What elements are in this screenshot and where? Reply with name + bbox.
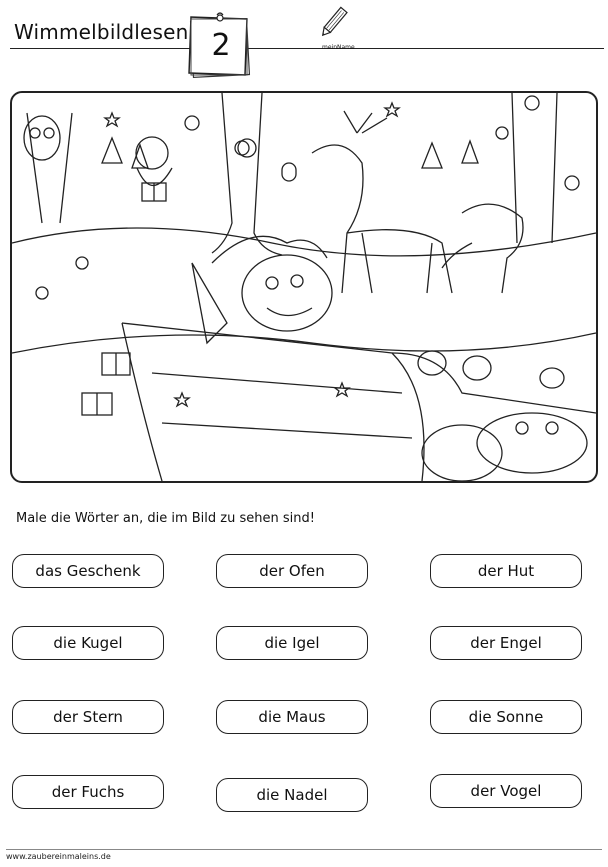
worksheet-title: Wimmelbildlesen [14, 20, 189, 44]
word-box-vogel[interactable]: der Vogel [430, 774, 582, 808]
word-box-nadel[interactable]: die Nadel [216, 778, 368, 812]
word-box-sonne[interactable]: die Sonne [430, 700, 582, 734]
header-divider [10, 48, 604, 49]
word-box-geschenk[interactable]: das Geschenk [12, 554, 164, 588]
word-box-stern[interactable]: der Stern [12, 700, 164, 734]
worksheet-number: 2 [211, 27, 231, 63]
word-box-ofen[interactable]: der Ofen [216, 554, 368, 588]
footer-website: www.zaubereinmaleins.de [6, 852, 111, 861]
name-label: meinName [322, 44, 355, 51]
word-box-engel[interactable]: der Engel [430, 626, 582, 660]
instruction-text: Male die Wörter an, die im Bild zu sehen sind! [16, 511, 315, 526]
footer-divider [6, 849, 602, 850]
word-box-fuchs[interactable]: der Fuchs [12, 775, 164, 809]
hidden-object-picture [10, 91, 598, 483]
word-box-igel[interactable]: die Igel [216, 626, 368, 660]
word-box-kugel[interactable]: die Kugel [12, 626, 164, 660]
word-box-hut[interactable]: der Hut [430, 554, 582, 588]
word-box-maus[interactable]: die Maus [216, 700, 368, 734]
winter-scene-illustration [12, 93, 596, 481]
pencil-icon [316, 6, 350, 40]
